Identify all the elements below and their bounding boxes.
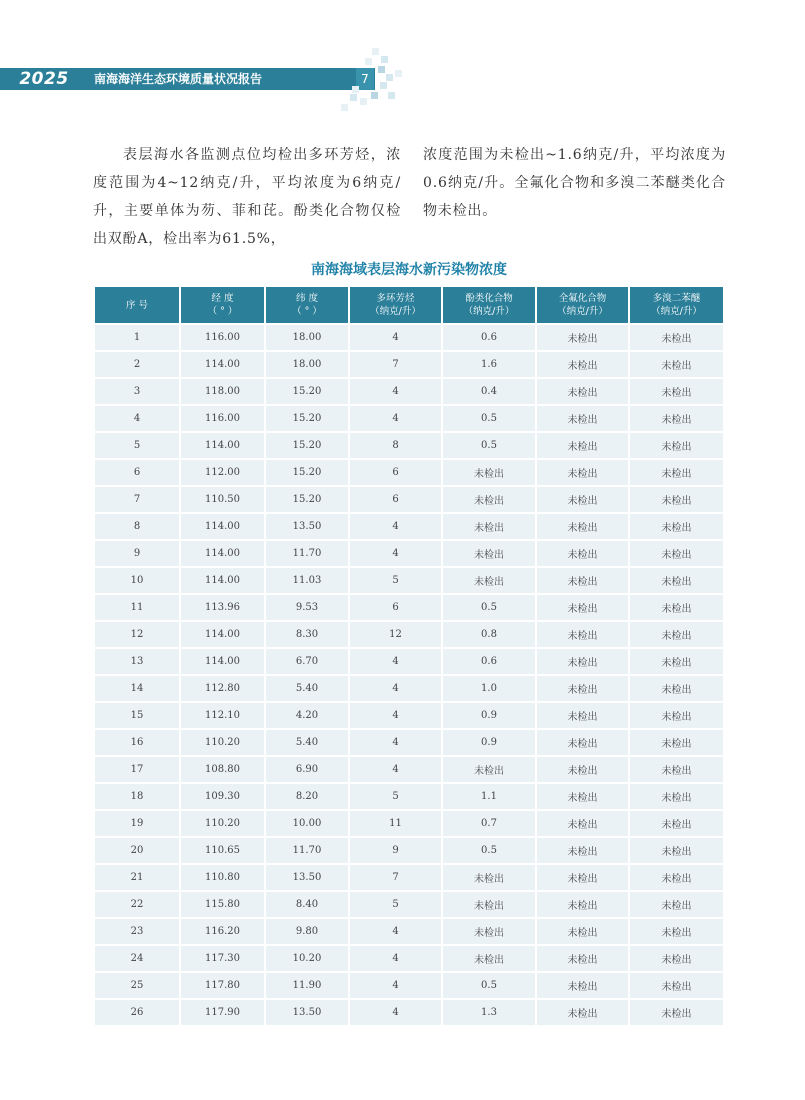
table-cell: 15.20 [265,459,349,486]
table-cell: 未检出 [629,405,723,432]
table-cell: 12 [349,621,442,648]
table-row [95,486,723,513]
table-cell: 5.40 [265,729,349,756]
table-row [95,648,723,675]
header-pfcs [536,287,629,324]
table-cell: 11.70 [265,540,349,567]
table-row [95,351,723,378]
header-unit: （纳克/升） [557,306,608,317]
table-cell: 26 [95,999,180,1025]
table-cell: 未检出 [629,432,723,459]
table-row [95,378,723,405]
table-cell: 17 [95,756,180,783]
header-label: 多环芳烃 [376,293,415,304]
table-row [95,405,723,432]
table-cell: 0.8 [442,621,536,648]
table-cell: 6 [349,459,442,486]
table-cell: 20 [95,837,180,864]
table-cell: 未检出 [442,945,536,972]
table-cell: 未检出 [629,810,723,837]
table-cell: 112.00 [180,459,265,486]
table-cell: 114.00 [180,621,265,648]
header-label: 序 号 [125,299,149,311]
table-cell: 未检出 [536,621,629,648]
table-cell: 未检出 [442,891,536,918]
table-cell: 未检出 [536,918,629,945]
table-cell: 未检出 [536,486,629,513]
table-cell: 2 [95,351,180,378]
table-row [95,513,723,540]
table-cell: 118.00 [180,378,265,405]
table-cell: 未检出 [536,540,629,567]
table-cell: 7 [349,351,442,378]
table-cell: 4.20 [265,702,349,729]
table-cell: 0.5 [442,432,536,459]
table-row [95,972,723,999]
table-cell: 110.50 [180,486,265,513]
table-row [95,837,723,864]
table-cell: 0.6 [442,648,536,675]
intro-paragraph-right: 浓度范围为未检出~1.6纳克/升，平均浓度为0.6纳克/升。全氟化合物和多溴二苯醚类化合物未检出。 [423,147,726,219]
table-cell: 未检出 [536,513,629,540]
pollutant-table [95,287,723,1025]
table-cell: 112.10 [180,702,265,729]
table-cell: 11.90 [265,972,349,999]
table-cell: 未检出 [536,675,629,702]
table-cell: 12 [95,621,180,648]
table-cell: 未检出 [536,729,629,756]
header-label: 纬 度 [295,293,319,304]
table-cell: 8 [95,513,180,540]
table-cell: 未检出 [629,999,723,1025]
table-cell: 117.90 [180,999,265,1025]
table-row [95,324,723,351]
header-unit: （纳克/升） [463,306,515,317]
table-cell: 11.70 [265,837,349,864]
table-cell: 13.50 [265,513,349,540]
table-row [95,891,723,918]
table-cell: 未检出 [442,486,536,513]
header-unit: （纳克/升） [370,306,421,317]
table-cell: 未检出 [442,918,536,945]
table-cell: 0.5 [442,837,536,864]
table-cell: 1.6 [442,351,536,378]
table-cell: 110.20 [180,810,265,837]
table-cell: 未检出 [536,810,629,837]
table-cell: 114.00 [180,648,265,675]
table-row [95,540,723,567]
table-cell: 114.00 [180,513,265,540]
header-unit: （ ° ） [292,306,322,317]
table-row [95,459,723,486]
table-row [95,945,723,972]
table-cell: 未检出 [536,324,629,351]
table-cell: 11 [349,810,442,837]
table-cell: 未检出 [536,378,629,405]
table-cell: 5 [349,567,442,594]
table-row [95,783,723,810]
table-row [95,675,723,702]
table-cell: 4 [349,540,442,567]
table-cell: 10.00 [265,810,349,837]
table-cell: 115.80 [180,891,265,918]
table-cell: 未检出 [536,999,629,1025]
table-cell: 4 [95,405,180,432]
table-cell: 18.00 [265,324,349,351]
header-pah [349,287,442,324]
header-pbdes [629,287,723,324]
table-cell: 未检出 [536,891,629,918]
table-cell: 114.00 [180,351,265,378]
table-cell: 11 [95,594,180,621]
table-cell: 0.9 [442,729,536,756]
table-cell: 1.1 [442,783,536,810]
table-row [95,999,723,1025]
table-cell: 11.03 [265,567,349,594]
header-label: 经 度 [211,293,234,304]
table-title: 南海海域表层海水新污染物浓度 [311,262,507,278]
table-cell: 1.0 [442,675,536,702]
table-cell: 6 [95,459,180,486]
table-cell: 4 [349,648,442,675]
table-row [95,594,723,621]
table-cell: 4 [349,729,442,756]
table-row [95,702,723,729]
table-cell: 未检出 [629,351,723,378]
table-cell: 未检出 [536,567,629,594]
table-cell: 未检出 [629,540,723,567]
table-cell: 13.50 [265,864,349,891]
table-cell: 未检出 [536,405,629,432]
table-cell: 117.30 [180,945,265,972]
table-cell: 未检出 [536,459,629,486]
table-cell: 未检出 [442,864,536,891]
table-cell: 15.20 [265,432,349,459]
table-cell: 15 [95,702,180,729]
table-cell: 未检出 [442,756,536,783]
table-cell: 1 [95,324,180,351]
table-cell: 114.00 [180,432,265,459]
table-cell: 4 [349,378,442,405]
table-cell: 未检出 [536,351,629,378]
table-cell: 未检出 [536,648,629,675]
table-cell: 未检出 [629,513,723,540]
table-cell: 未检出 [536,945,629,972]
page-number: 7 [356,68,374,90]
table-cell: 4 [349,999,442,1025]
header-unit: （ ° ） [207,306,238,317]
table-cell: 15.20 [265,405,349,432]
table-cell: 15.20 [265,378,349,405]
table-cell: 9 [95,540,180,567]
table-cell: 4 [349,675,442,702]
header-label: 多溴二苯醚 [652,293,701,304]
table-cell: 4 [349,945,442,972]
table-cell: 114.00 [180,567,265,594]
table-cell: 9.80 [265,918,349,945]
table-cell: 18 [95,783,180,810]
table-cell: 未检出 [629,729,723,756]
table-cell: 22 [95,891,180,918]
table-cell: 4 [349,918,442,945]
table-cell: 未检出 [536,783,629,810]
table-cell: 13 [95,648,180,675]
table-cell: 0.4 [442,378,536,405]
table-cell: 未检出 [629,675,723,702]
table-cell: 未检出 [629,864,723,891]
table-cell: 未检出 [629,702,723,729]
table-cell: 114.00 [180,540,265,567]
intro-paragraph-left: 表层海水各监测点位均检出多环芳烃，浓度范围为4~12纳克/升，平均浓度为6纳克/升，主要单体为芴、菲和芘。酚类化合物仅检出双酚A，检出率为61.5%， [93,147,401,247]
report-year: 2025 [19,69,69,89]
header-phenols [442,287,536,324]
table-cell: 110.20 [180,729,265,756]
table-cell: 10 [95,567,180,594]
table-cell: 16 [95,729,180,756]
table-cell: 116.00 [180,324,265,351]
table-cell: 未检出 [442,513,536,540]
table-row [95,567,723,594]
table-cell: 4 [349,972,442,999]
table-cell: 未检出 [442,567,536,594]
table-cell: 21 [95,864,180,891]
table-cell: 3 [95,378,180,405]
table-cell: 8.20 [265,783,349,810]
header-label: 酚类化合物 [465,293,513,304]
report-title: 南海海洋生态环境质量状况报告 [94,72,263,86]
table-cell: 110.80 [180,864,265,891]
table-cell: 未检出 [629,648,723,675]
table-cell: 18.00 [265,351,349,378]
table-cell: 25 [95,972,180,999]
table-cell: 4 [349,513,442,540]
table-cell: 0.5 [442,972,536,999]
table-cell: 116.00 [180,405,265,432]
table-cell: 13.50 [265,999,349,1025]
table-row [95,864,723,891]
table-cell: 0.7 [442,810,536,837]
table-row [95,432,723,459]
table-cell: 8.40 [265,891,349,918]
table-cell: 1.3 [442,999,536,1025]
table-cell: 7 [95,486,180,513]
table-cell: 未检出 [536,432,629,459]
table-cell: 未检出 [442,459,536,486]
table-cell: 108.80 [180,756,265,783]
table-cell: 未检出 [629,783,723,810]
table-cell: 9.53 [265,594,349,621]
table-header-row [95,287,723,324]
table-cell: 未检出 [629,891,723,918]
table-cell: 23 [95,918,180,945]
table-cell: 未检出 [536,972,629,999]
table-cell: 未检出 [536,864,629,891]
table-row [95,729,723,756]
table-cell: 4 [349,756,442,783]
header-longitude [180,287,265,324]
table-cell: 6.70 [265,648,349,675]
header-latitude [265,287,349,324]
table-cell: 5 [349,891,442,918]
table-cell: 10.20 [265,945,349,972]
table-cell: 113.96 [180,594,265,621]
table-cell: 9 [349,837,442,864]
table-cell: 5.40 [265,675,349,702]
header-label: 全氟化合物 [558,293,607,304]
table-cell: 未检出 [629,621,723,648]
header-serial [95,287,180,324]
table-cell: 未检出 [629,756,723,783]
table-cell: 未检出 [536,702,629,729]
table-cell: 0.9 [442,702,536,729]
table-cell: 0.5 [442,594,536,621]
table-cell: 116.20 [180,918,265,945]
table-cell: 6.90 [265,756,349,783]
table-row [95,621,723,648]
table-cell: 7 [349,864,442,891]
table-body [95,324,723,1025]
table-cell: 4 [349,324,442,351]
table-cell: 6 [349,486,442,513]
table-cell: 15.20 [265,486,349,513]
table-cell: 8.30 [265,621,349,648]
table-cell: 5 [95,432,180,459]
table-cell: 4 [349,702,442,729]
table-row [95,756,723,783]
table-cell: 未检出 [629,918,723,945]
table-cell: 未检出 [629,486,723,513]
table-cell: 24 [95,945,180,972]
table-cell: 未检出 [536,756,629,783]
table-cell: 6 [349,594,442,621]
table-cell: 未检出 [629,837,723,864]
table-cell: 19 [95,810,180,837]
table-cell: 14 [95,675,180,702]
table-cell: 未检出 [629,567,723,594]
table-cell: 未检出 [629,594,723,621]
table-cell: 112.80 [180,675,265,702]
table-cell: 未检出 [629,972,723,999]
table-cell: 0.6 [442,324,536,351]
table-row [95,918,723,945]
table-cell: 未检出 [536,594,629,621]
table-cell: 5 [349,783,442,810]
header-unit: （纳克/升） [651,306,702,317]
table-row [95,810,723,837]
table-cell: 110.65 [180,837,265,864]
table-cell: 0.5 [442,405,536,432]
table-cell: 未检出 [629,945,723,972]
table-cell: 117.80 [180,972,265,999]
table-cell: 未检出 [629,324,723,351]
table-cell: 未检出 [629,378,723,405]
table-cell: 109.30 [180,783,265,810]
table-cell: 未检出 [536,837,629,864]
table-cell: 未检出 [442,540,536,567]
table-cell: 8 [349,432,442,459]
table-cell: 未检出 [629,459,723,486]
table-cell: 4 [349,405,442,432]
